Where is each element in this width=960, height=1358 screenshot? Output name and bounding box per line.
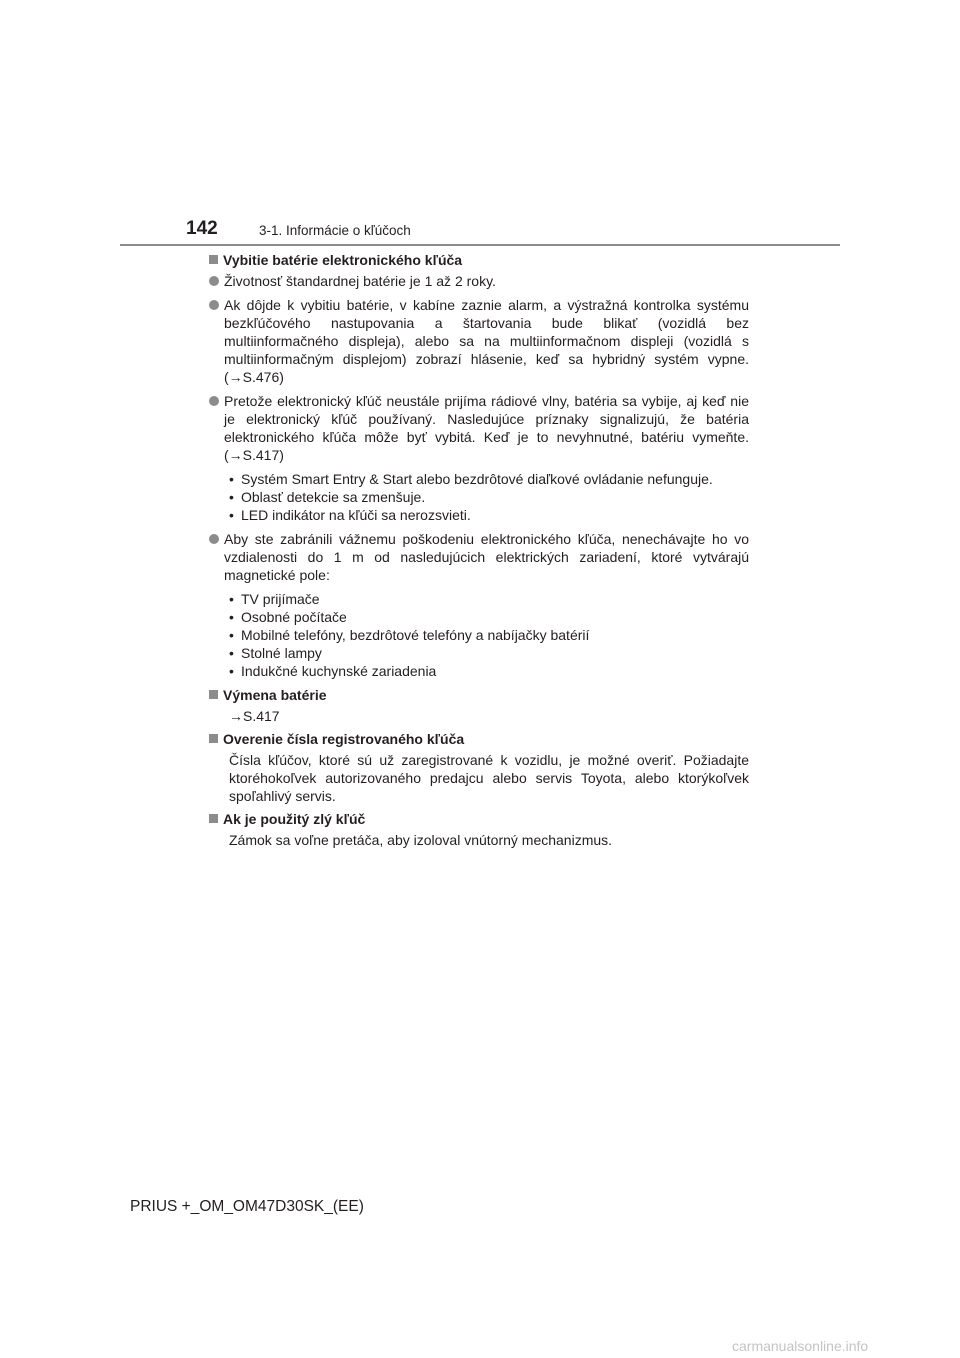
sub-item (229, 488, 749, 506)
sub-bullet-icon: • (229, 645, 234, 661)
section-title: Overenie čísla registrovaného kľúča (223, 731, 465, 747)
sub-item-text: LED indikátor na kľúči sa nerozsvieti. (241, 507, 471, 523)
section-body: →S.417 (229, 708, 280, 724)
footer-document-code: PRIUS +_OM_OM47D30SK_(EE) (130, 1198, 364, 1215)
bullet-text: Životnosť štandardnej batérie je 1 až 2 roky. (224, 273, 496, 289)
sub-item (229, 608, 749, 626)
content (209, 251, 749, 854)
bullet-item (209, 530, 749, 584)
sub-item (229, 644, 749, 662)
round-bullet-icon (209, 534, 219, 544)
sub-bullet-icon: • (229, 609, 234, 625)
sub-list (209, 590, 749, 680)
chapter-title: 3-1. Informácie o kľúčoch (259, 223, 411, 238)
sub-bullet-icon: • (229, 507, 234, 523)
sub-bullet-icon: • (229, 663, 234, 679)
section (209, 730, 749, 805)
sub-item-text: TV prijímače (241, 591, 320, 607)
square-bullet-icon (209, 734, 218, 743)
section-heading (209, 810, 749, 828)
bullet-text: Pretože elektronický kľúč neustále prijíma rádiové vlny, batéria sa vybije, aj keď nie je elektronický kľúč používaný. Nasledujúce príznaky signalizujú, že batéria elektronického kľúča môže byť vybitá. Keď je to nevyhnutné, batériu vymeňte. (→S.417) (224, 393, 749, 463)
sub-item-text: Indukčné kuchynské zariadenia (241, 663, 437, 679)
sub-bullet-icon: • (229, 489, 234, 505)
sub-item (229, 470, 749, 488)
section-heading (209, 730, 749, 748)
round-bullet-icon (209, 300, 219, 310)
square-bullet-icon (209, 814, 218, 823)
sub-item-text: Oblasť detekcie sa zmenšuje. (241, 489, 426, 505)
section (209, 251, 749, 680)
sub-bullet-icon: • (229, 627, 234, 643)
section (209, 810, 749, 849)
watermark: carmanualsonline.info (732, 1338, 869, 1354)
sub-bullet-icon: • (229, 591, 234, 607)
sub-item-text: Mobilné telefóny, bezdrôtové telefóny a nabíjačky batérií (241, 627, 590, 643)
square-bullet-icon (209, 255, 218, 264)
sub-item (229, 506, 749, 524)
bullet-text: Ak dôjde k vybitiu batérie, v kabíne zaznie alarm, a výstražná kontrolka systému bezkľúčového nastupovania a štartovania bude blikať (vozidlá bez multiinformačného displeja), alebo sa na multiinformačnom displeji (vozidlá s multiinformačným displejom) zobrazí hlásenie, keď sa hybridný systém vypne. (→S.476) (224, 297, 749, 385)
section-heading (209, 686, 749, 704)
bullet-text: Aby ste zabránili vážnemu poškodeniu elektronického kľúča, nenechávajte ho vo vzdialenosti do 1 m od nasledujúcich elektrických zariadení, ktoré vytvárajú magnetické pole: (224, 531, 749, 583)
header-rule (120, 244, 840, 246)
sub-item-text: Stolné lampy (241, 645, 322, 661)
section-title: Vybitie batérie elektronického kľúča (223, 252, 463, 268)
sub-item-text: Systém Smart Entry & Start alebo bezdrôtové diaľkové ovládanie nefunguje. (241, 471, 713, 487)
section-body: Čísla kľúčov, ktoré sú už zaregistrované k vozidlu, je možné overiť. Požiadajte ktoréhokoľvek autorizovaného predajcu alebo servis Toyota, alebo ktorýkoľvek spoľahlivý servis. (229, 752, 749, 804)
square-bullet-icon (209, 690, 218, 699)
sub-item-text: Osobné počítače (241, 609, 347, 625)
bullet-item (209, 272, 749, 290)
round-bullet-icon (209, 396, 219, 406)
page-number: 142 (186, 218, 218, 239)
section-body: Zámok sa voľne pretáča, aby izoloval vnútorný mechanizmus. (229, 832, 613, 848)
bullet-item (209, 392, 749, 464)
sub-bullet-icon: • (229, 471, 234, 487)
section-title: Ak je použitý zlý kľúč (223, 811, 366, 827)
sub-list (209, 470, 749, 524)
sub-item (229, 626, 749, 644)
section (209, 686, 749, 725)
sub-item (229, 662, 749, 680)
section-title: Výmena batérie (223, 687, 327, 703)
section-heading (209, 251, 749, 269)
round-bullet-icon (209, 276, 219, 286)
sub-item (229, 590, 749, 608)
bullet-item (209, 296, 749, 386)
